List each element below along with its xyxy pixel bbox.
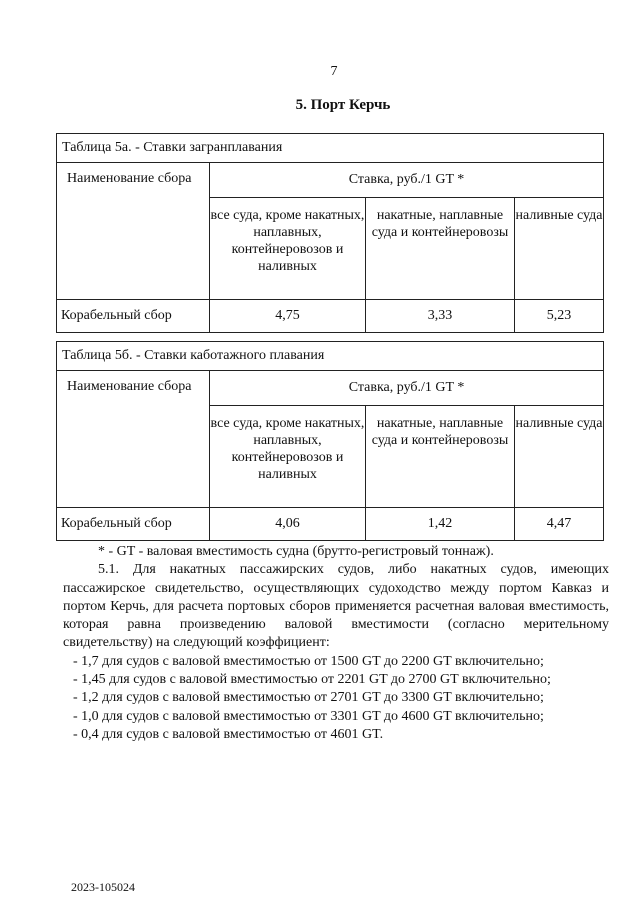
notes-section <box>63 543 609 744</box>
paragraph-5-1: 5.1. Для накатных пассажирских судов, либо накатных судов, имеющих пассажирское свидетельство, осуществляющих судоходство между портом Кавказ и портом Керчь, для расчета портовых сборов применяется расчетная валовая вместимость, которая равна произведению валовой вместимости (согласно мерительному свидетельству) на следующий коэффициент: <box>63 562 609 651</box>
name-column-header: Наименование сбора <box>57 371 210 508</box>
list-item: - 0,4 для судов с валовой вместимостью от 4601 GT. <box>73 726 384 742</box>
list-item: - 1,45 для судов с валовой вместимостью от 2201 GT до 2700 GT включительно; <box>73 672 551 688</box>
rate-column-header: Ставка, руб./1 GT * <box>210 371 604 406</box>
name-column-header: Наименование сбора <box>57 163 210 300</box>
fee-value-tankers: 4,47 <box>515 508 604 541</box>
table-caption: Таблица 5б. - Ставки каботажного плавания <box>57 342 604 371</box>
coefficient-list <box>63 653 609 744</box>
list-item: - 1,7 для судов с валовой вместимостью от 1500 GT до 2200 GT включительно; <box>73 653 544 669</box>
subheader-ro-ro-containers: накатные, наплавные суда и контейнеровозы <box>366 198 515 300</box>
rates-table-foreign <box>56 133 604 333</box>
page-number: 7 <box>330 64 338 79</box>
subheader-tankers: наливные суда <box>515 198 604 300</box>
subheader-tankers: наливные суда <box>515 406 604 508</box>
table-caption: Таблица 5а. - Ставки загранплавания <box>57 134 604 163</box>
subheader-all-vessels: все суда, кроме накатных, наплавных, контейнеровозов и наливных <box>210 198 366 300</box>
subheader-all-vessels: все суда, кроме накатных, наплавных, контейнеровозов и наливных <box>210 406 366 508</box>
fee-name: Корабельный сбор <box>57 508 210 541</box>
fee-value-tankers: 5,23 <box>515 300 604 333</box>
fee-value-ro-ro-containers: 3,33 <box>366 300 515 333</box>
section-title: 5. Порт Керчь <box>295 97 391 113</box>
fee-name: Корабельный сбор <box>57 300 210 333</box>
list-item: - 1,0 для судов с валовой вместимостью от 3301 GT до 4600 GT включительно; <box>73 708 544 724</box>
fee-value-all-vessels: 4,06 <box>210 508 366 541</box>
document-code: 2023-105024 <box>71 880 135 894</box>
fee-value-ro-ro-containers: 1,42 <box>366 508 515 541</box>
rates-table-coastal <box>56 341 604 541</box>
subheader-ro-ro-containers: накатные, наплавные суда и контейнеровозы <box>366 406 515 508</box>
fee-value-all-vessels: 4,75 <box>210 300 366 333</box>
list-item: - 1,2 для судов с валовой вместимостью от 2701 GT до 3300 GT включительно; <box>73 690 544 706</box>
rate-column-header: Ставка, руб./1 GT * <box>210 163 604 198</box>
gt-footnote: * - GT - валовая вместимость судна (брутто-регистровый тоннаж). <box>98 544 494 559</box>
